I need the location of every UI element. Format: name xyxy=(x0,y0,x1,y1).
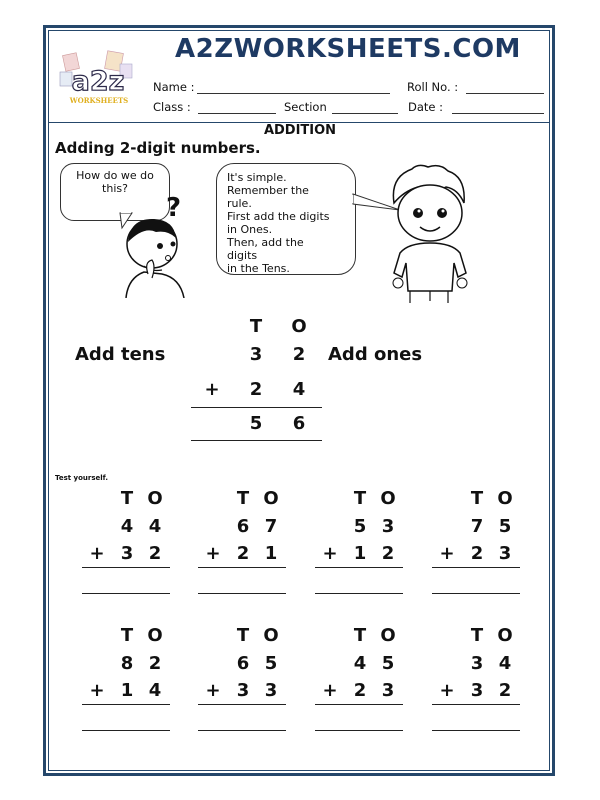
bottom-ones-digit: 2 xyxy=(148,543,162,564)
plus-sign: + xyxy=(205,680,221,701)
practice-problem xyxy=(198,488,308,608)
practice-problem xyxy=(432,488,542,608)
ones-header: O xyxy=(147,488,163,509)
bottom-tens-digit: 1 xyxy=(120,680,134,701)
bottom-tens-digit: 3 xyxy=(470,680,484,701)
tens-header: T xyxy=(470,625,484,646)
example-sum-rule xyxy=(191,407,322,408)
add-tens-label: Add tens xyxy=(75,344,166,365)
example-row2-ones: 4 xyxy=(292,379,306,400)
plus-sign: + xyxy=(322,543,338,564)
name-field[interactable] xyxy=(197,93,390,94)
example-result-rule xyxy=(191,440,322,441)
bottom-ones-digit: 3 xyxy=(264,680,278,701)
bottom-ones-digit: 2 xyxy=(381,543,395,564)
example-row2-tens: 2 xyxy=(249,379,263,400)
practice-problem xyxy=(315,488,425,608)
bottom-tens-digit: 3 xyxy=(120,543,134,564)
a2z-logo xyxy=(58,50,140,108)
ones-header: O xyxy=(497,488,513,509)
bottom-ones-digit: 2 xyxy=(498,680,512,701)
practice-problem xyxy=(82,488,192,608)
tens-header: T xyxy=(236,488,250,509)
practice-problem xyxy=(198,625,308,745)
bottom-tens-digit: 1 xyxy=(353,543,367,564)
sum-rule xyxy=(198,704,286,705)
answer-line[interactable] xyxy=(432,730,520,731)
top-ones-digit: 5 xyxy=(498,516,512,537)
top-tens-digit: 4 xyxy=(353,653,367,674)
example-plus-sign: + xyxy=(204,379,220,400)
bottom-ones-digit: 3 xyxy=(498,543,512,564)
plus-sign: + xyxy=(89,543,105,564)
plus-sign: + xyxy=(322,680,338,701)
plus-sign: + xyxy=(89,680,105,701)
top-tens-digit: 3 xyxy=(470,653,484,674)
bottom-ones-digit: 1 xyxy=(264,543,278,564)
top-ones-digit: 4 xyxy=(498,653,512,674)
answer-line[interactable] xyxy=(315,730,403,731)
tens-header: T xyxy=(120,625,134,646)
tens-header: T xyxy=(353,625,367,646)
add-ones-label: Add ones xyxy=(328,344,423,365)
practice-problem xyxy=(82,625,192,745)
top-ones-digit: 5 xyxy=(381,653,395,674)
example-row1-ones: 2 xyxy=(292,344,306,365)
answer-line[interactable] xyxy=(198,730,286,731)
question-mark-icon: ? xyxy=(166,193,182,223)
logo-subtext: WORKSHEETS xyxy=(69,96,129,105)
ones-header: O xyxy=(263,488,279,509)
thinking-boy-illustration xyxy=(122,186,202,298)
example-ones-header: O xyxy=(291,316,307,337)
plus-sign: + xyxy=(439,680,455,701)
bottom-tens-digit: 2 xyxy=(470,543,484,564)
bottom-tens-digit: 2 xyxy=(353,680,367,701)
tens-header: T xyxy=(470,488,484,509)
ones-header: O xyxy=(497,625,513,646)
answer-line[interactable] xyxy=(432,593,520,594)
top-tens-digit: 6 xyxy=(236,653,250,674)
class-label: Class : xyxy=(153,100,191,114)
top-ones-digit: 7 xyxy=(264,516,278,537)
answer-line[interactable] xyxy=(82,730,170,731)
speech-bubble-left-text: How do we do this? xyxy=(76,169,154,195)
top-tens-digit: 4 xyxy=(120,516,134,537)
answer-line[interactable] xyxy=(315,593,403,594)
worksheet-subtitle: Adding 2-digit numbers. xyxy=(55,139,261,157)
practice-problem xyxy=(315,625,425,745)
tens-header: T xyxy=(353,488,367,509)
tens-header: T xyxy=(120,488,134,509)
roll-no-label: Roll No. : xyxy=(407,80,459,94)
ones-header: O xyxy=(263,625,279,646)
top-tens-digit: 8 xyxy=(120,653,134,674)
smiling-boy-illustration xyxy=(388,163,472,305)
sum-rule xyxy=(432,567,520,568)
top-tens-digit: 7 xyxy=(470,516,484,537)
bottom-tens-digit: 3 xyxy=(236,680,250,701)
ones-header: O xyxy=(380,488,396,509)
speech-bubble-right xyxy=(216,163,356,275)
sum-rule xyxy=(432,704,520,705)
speech-bubble-right-text: It's simple. Remember the rule. First add the digits in Ones. Then, add the digits in the Tens. xyxy=(227,171,330,275)
sum-rule xyxy=(82,704,170,705)
roll-no-field[interactable] xyxy=(466,93,544,94)
top-ones-digit: 5 xyxy=(264,653,278,674)
example-row1-tens: 3 xyxy=(249,344,263,365)
answer-line[interactable] xyxy=(82,593,170,594)
bottom-tens-digit: 2 xyxy=(236,543,250,564)
section-label: Section xyxy=(284,100,327,114)
plus-sign: + xyxy=(205,543,221,564)
sum-rule xyxy=(198,567,286,568)
bottom-ones-digit: 3 xyxy=(381,680,395,701)
sum-rule xyxy=(315,567,403,568)
answer-line[interactable] xyxy=(198,593,286,594)
top-tens-digit: 5 xyxy=(353,516,367,537)
sum-rule xyxy=(315,704,403,705)
worksheet-title: ADDITION xyxy=(263,123,337,138)
example-result-ones: 6 xyxy=(292,413,306,434)
top-ones-digit: 4 xyxy=(148,516,162,537)
example-tens-header: T xyxy=(249,316,263,337)
plus-sign: + xyxy=(439,543,455,564)
date-field[interactable] xyxy=(452,113,544,114)
top-ones-digit: 2 xyxy=(148,653,162,674)
practice-problem xyxy=(432,625,542,745)
date-label: Date : xyxy=(408,100,444,114)
tens-header: T xyxy=(236,625,250,646)
name-label: Name : xyxy=(153,80,195,94)
logo-text: a2z xyxy=(71,66,125,97)
ones-header: O xyxy=(147,625,163,646)
example-result-tens: 5 xyxy=(249,413,263,434)
top-ones-digit: 3 xyxy=(381,516,395,537)
test-yourself-label: Test yourself. xyxy=(55,474,108,482)
top-tens-digit: 6 xyxy=(236,516,250,537)
class-field[interactable] xyxy=(198,113,276,114)
section-field[interactable] xyxy=(332,113,398,114)
bottom-ones-digit: 4 xyxy=(148,680,162,701)
ones-header: O xyxy=(380,625,396,646)
sum-rule xyxy=(82,567,170,568)
site-name: A2ZWORKSHEETS.COM xyxy=(175,34,521,64)
